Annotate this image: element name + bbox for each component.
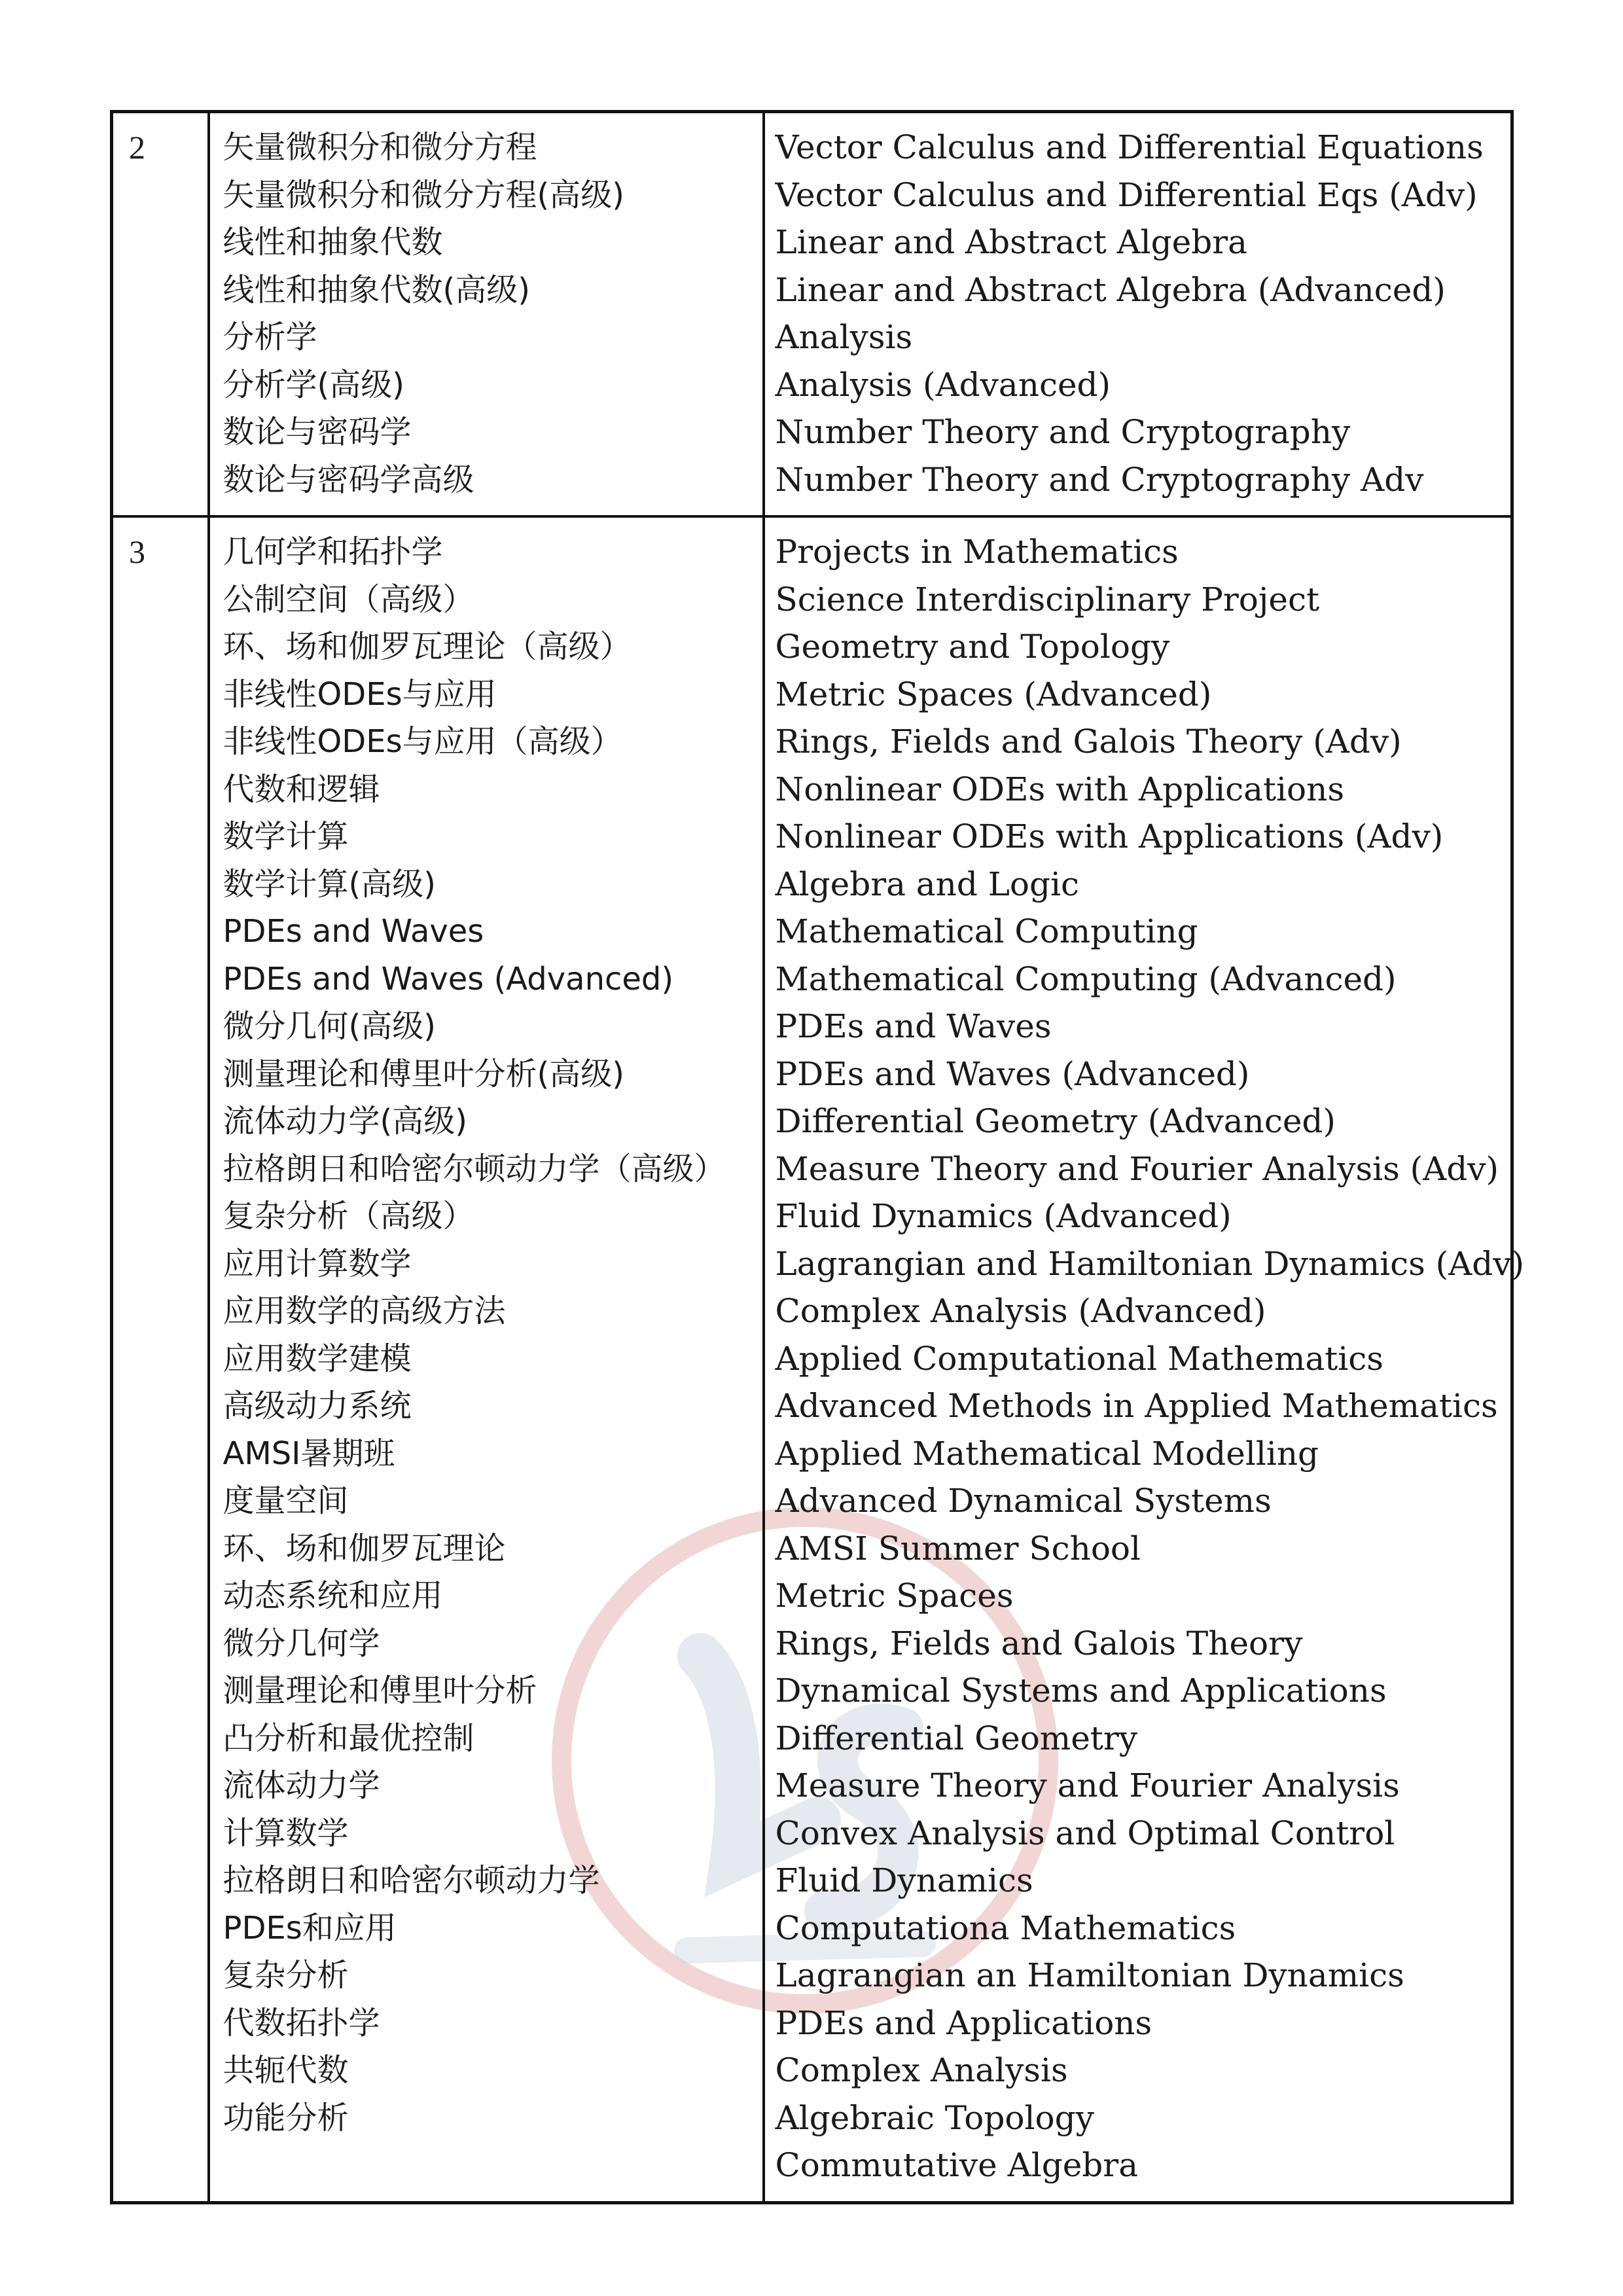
- course-name: 拉格朗日和哈密尔顿动力学（高级）: [223, 1150, 726, 1187]
- course-name: Number Theory and Cryptography Adv: [775, 460, 1424, 499]
- course-mapping-table: [110, 110, 1525, 2204]
- course-name: 拉格朗日和哈密尔顿动力学: [223, 1862, 600, 1899]
- course-name: Analysis (Advanced): [775, 365, 1111, 404]
- course-name: 非线性ODEs与应用（高级）: [223, 723, 622, 760]
- course-name: Lagrangian and Hamiltonian Dynamics (Adv): [775, 1244, 1525, 1283]
- course-name: 测量理论和傅里叶分析: [223, 1672, 537, 1709]
- course-name: 数论与密码学: [223, 414, 412, 450]
- course-name: 环、场和伽罗瓦理论（高级）: [223, 628, 632, 665]
- course-name: Nonlinear ODEs with Applications: [775, 770, 1345, 808]
- course-name: Rings, Fields and Galois Theory: [775, 1624, 1303, 1662]
- course-name: 功能分析: [223, 2099, 349, 2136]
- course-name: Complex Analysis (Advanced): [775, 1292, 1266, 1330]
- course-name: Algebra and Logic: [775, 865, 1080, 903]
- course-name: Science Interdisciplinary Project: [775, 580, 1320, 619]
- course-name: Metric Spaces (Advanced): [775, 675, 1212, 713]
- course-name: 分析学: [223, 319, 317, 355]
- course-name: Algebraic Topology: [775, 2098, 1094, 2137]
- course-name: Mathematical Computing: [775, 912, 1198, 950]
- course-name: Linear and Abstract Algebra (Advanced): [775, 270, 1446, 309]
- course-name: PDEs and Waves: [223, 913, 484, 950]
- course-name: 矢量微积分和微分方程: [223, 129, 537, 166]
- course-name: 代数拓扑学: [223, 2004, 380, 2041]
- course-name: 环、场和伽罗瓦理论: [223, 1530, 506, 1567]
- course-name: 流体动力学(高级): [223, 1103, 467, 1139]
- course-name: Geometry and Topology: [775, 628, 1170, 666]
- course-name: 微分几何(高级): [223, 1008, 436, 1045]
- course-name: 共轭代数: [223, 2052, 349, 2089]
- course-name: AMSI暑期班: [223, 1435, 395, 1472]
- course-name: 流体动力学: [223, 1767, 380, 1804]
- course-name: Commutative Algebra: [775, 2146, 1139, 2184]
- course-name: 动态系统和应用: [223, 1577, 443, 1614]
- course-name: 公制空间（高级）: [223, 581, 474, 618]
- course-name: PDEs and Waves (Advanced): [775, 1054, 1250, 1093]
- course-name: 代数和逻辑: [223, 770, 380, 808]
- course-name: 复杂分析: [223, 1957, 349, 1994]
- course-name: Metric Spaces: [775, 1577, 1014, 1615]
- course-name: Differential Geometry: [775, 1719, 1138, 1757]
- course-name: 计算数学: [223, 1814, 349, 1852]
- course-name: Convex Analysis and Optimal Control: [775, 1814, 1395, 1852]
- course-name: 非线性ODEs与应用: [223, 675, 497, 713]
- year-level-cell: 3: [112, 516, 209, 2202]
- course-name: Number Theory and Cryptography: [775, 413, 1351, 451]
- chinese-course-list: [209, 516, 764, 2202]
- course-name: 微分几何学: [223, 1624, 380, 1662]
- course-name: 复杂分析（高级）: [223, 1198, 474, 1234]
- course-name: 线性和抽象代数(高级): [223, 271, 530, 308]
- course-name: 数学计算: [223, 818, 349, 855]
- course-name: Computationa Mathematics: [775, 1909, 1236, 1947]
- course-name: 线性和抽象代数: [223, 224, 443, 260]
- course-name: Analysis: [775, 318, 913, 356]
- course-name: Vector Calculus and Differential Equations: [775, 128, 1484, 166]
- chinese-course-list: [209, 112, 764, 517]
- course-name: Dynamical Systems and Applications: [775, 1672, 1387, 1710]
- english-course-list: [764, 112, 1512, 517]
- course-name: Nonlinear ODEs with Applications (Adv): [775, 817, 1444, 855]
- course-name: PDEs and Applications: [775, 2003, 1152, 2042]
- course-name: 应用计算数学: [223, 1245, 412, 1282]
- course-name: Measure Theory and Fourier Analysis: [775, 1767, 1400, 1804]
- course-name: Advanced Dynamical Systems: [775, 1482, 1272, 1520]
- course-name: Vector Calculus and Differential Eqs (Adv): [775, 175, 1478, 214]
- course-name: 数论与密码学高级: [223, 461, 474, 498]
- course-name: 应用数学的高级方法: [223, 1293, 506, 1329]
- course-name: Linear and Abstract Algebra: [775, 223, 1247, 261]
- year-level-cell: 2: [112, 112, 209, 517]
- course-name: 应用数学建模: [223, 1340, 412, 1377]
- course-name: 分析学(高级): [223, 366, 404, 403]
- course-name: 凸分析和最优控制: [223, 1719, 474, 1757]
- course-name: Lagrangian an Hamiltonian Dynamics: [775, 1956, 1404, 1994]
- course-name: AMSI Summer School: [775, 1529, 1141, 1568]
- course-name: 矢量微积分和微分方程(高级): [223, 176, 624, 213]
- course-name: Differential Geometry (Advanced): [775, 1102, 1336, 1140]
- course-name: 测量理论和傅里叶分析(高级): [223, 1055, 624, 1092]
- course-name: PDEs and Waves (Advanced): [223, 960, 674, 997]
- course-name: Projects in Mathematics: [775, 533, 1179, 571]
- course-name: Mathematical Computing (Advanced): [775, 960, 1397, 998]
- course-name: 几何学和拓扑学: [223, 533, 443, 570]
- course-name: 度量空间: [223, 1482, 349, 1519]
- course-name: 高级动力系统: [223, 1388, 412, 1424]
- year-3-row: [112, 516, 1512, 2202]
- year-2-row: [112, 112, 1512, 517]
- course-name: Applied Computational Mathematics: [775, 1339, 1383, 1378]
- course-name: Fluid Dynamics: [775, 1861, 1033, 1899]
- course-name: PDEs and Waves: [775, 1007, 1052, 1045]
- course-name: Fluid Dynamics (Advanced): [775, 1197, 1232, 1235]
- course-name: Advanced Methods in Applied Mathematics: [775, 1387, 1498, 1425]
- course-name: PDEs和应用: [223, 1909, 397, 1946]
- course-name: 数学计算(高级): [223, 865, 436, 903]
- course-name: Applied Mathematical Modelling: [775, 1434, 1319, 1473]
- english-course-list: [764, 516, 1525, 2202]
- course-name: Measure Theory and Fourier Analysis (Adv): [775, 1149, 1499, 1188]
- course-name: Complex Analysis: [775, 2051, 1068, 2089]
- course-name: Rings, Fields and Galois Theory (Adv): [775, 723, 1402, 761]
